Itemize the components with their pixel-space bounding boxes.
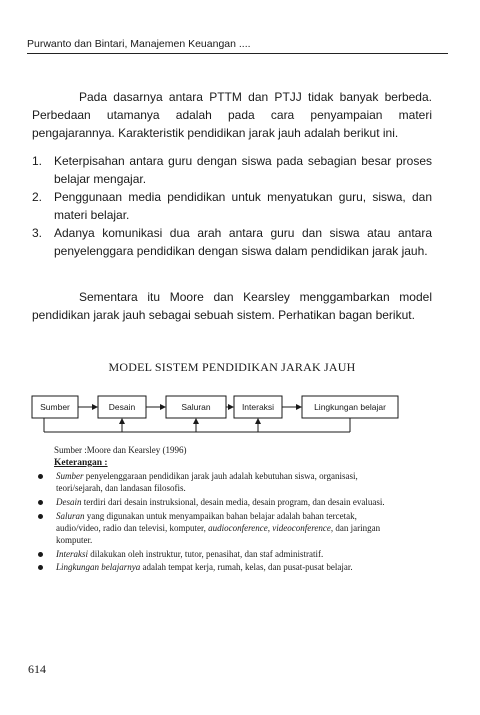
desc-desain: terdiri dari desain instruksional, desain media, desain program, dan desain evaluasi. (81, 496, 385, 507)
page-number: 614 (28, 662, 46, 676)
bullet-icon (38, 514, 43, 519)
desc-saluran-italic: audioconference, videoconference, (208, 522, 334, 533)
list-item-text: Adanya komunikasi dua arah antara guru dan siswa atau antara penyelenggara pendidikan dengan siswa dalam pendidikan jarak jauh. (54, 226, 432, 258)
desc-interaksi: dilakukan oleh instruktur, tutor, penasihat, dan staf administratif. (88, 548, 324, 559)
list-item-text: Penggunaan media pendidikan untuk menyatukan guru, siswa, dan materi belajar. (54, 190, 432, 222)
box-label-lingkungan: Lingkungan belajar (314, 402, 386, 412)
keterangan-list (38, 470, 398, 575)
paragraph-1-text: Pada dasarnya antara PTTM dan PTJJ tidak banyak berbeda. Perbedaan utamanya adalah pada cara penyampaian materi pengajarannya. Karakteristik pendidikan jarak jauh adalah berikut ini. (32, 90, 432, 140)
list-item (38, 548, 398, 560)
bullet-icon (38, 565, 43, 570)
term-desain: Desain (56, 496, 82, 507)
paragraph-2: Sementara itu Moore dan Kearsley menggambarkan model pendidikan jarak jauh sebagai sebuah sistem. Perhatikan bagan berikut. (32, 290, 432, 322)
bullet-icon (38, 500, 43, 505)
paragraph-1 (32, 88, 432, 142)
desc-saluran: yang digunakan untuk menyampaikan bahan belajar adalah bahan tercetak, audio/video, radio dan televisi, komputer, (56, 510, 357, 533)
desc-saluran-end: dan jaringan komputer. (56, 522, 381, 546)
list-item-number: 2. (32, 190, 43, 204)
running-header: Purwanto dan Bintari, Manajemen Keuangan .... (27, 38, 251, 50)
system-model-diagram (30, 386, 402, 440)
box-label-sumber: Sumber (40, 402, 70, 412)
list-item (32, 188, 432, 224)
list-item (38, 510, 398, 547)
desc-sumber: penyelenggaraan pendidikan jarak jauh adalah kebutuhan siswa, organisasi, teori/sejarah, dan landasan filosofis. (56, 471, 358, 494)
term-interaksi: Interaksi (56, 548, 88, 559)
desc-lingkungan: adalah tempat kerja, rumah, kelas, dan pusat-pusat belajar. (140, 562, 353, 573)
bullet-icon (38, 552, 43, 557)
list-item (38, 470, 398, 494)
term-sumber: Sumber (56, 471, 84, 481)
list-item (38, 561, 398, 573)
diagram-source: Sumber :Moore dan Kearsley (1996) (54, 445, 187, 455)
box-label-saluran: Saluran (181, 402, 211, 412)
characteristics-list (32, 152, 432, 260)
list-item (32, 152, 432, 188)
bullet-icon (38, 474, 43, 479)
list-item (32, 224, 432, 260)
term-lingkungan: Lingkungan belajarnya (56, 562, 141, 573)
term-saluran: Saluran (56, 510, 85, 521)
diagram-title: MODEL SISTEM PENDIDIKAN JARAK JAUH (108, 360, 356, 374)
list-item (38, 496, 398, 508)
box-label-desain: Desain (108, 402, 136, 412)
keterangan-title: Keterangan : (54, 458, 108, 468)
list-item-number: 3. (32, 226, 43, 240)
box-label-interaksi: Interaksi (241, 402, 275, 412)
list-item-number: 1. (32, 154, 43, 168)
header-rule (27, 53, 448, 54)
list-item-text: Keterpisahan antara guru dengan siswa pada sebagian besar proses belajar mengajar. (54, 154, 432, 186)
